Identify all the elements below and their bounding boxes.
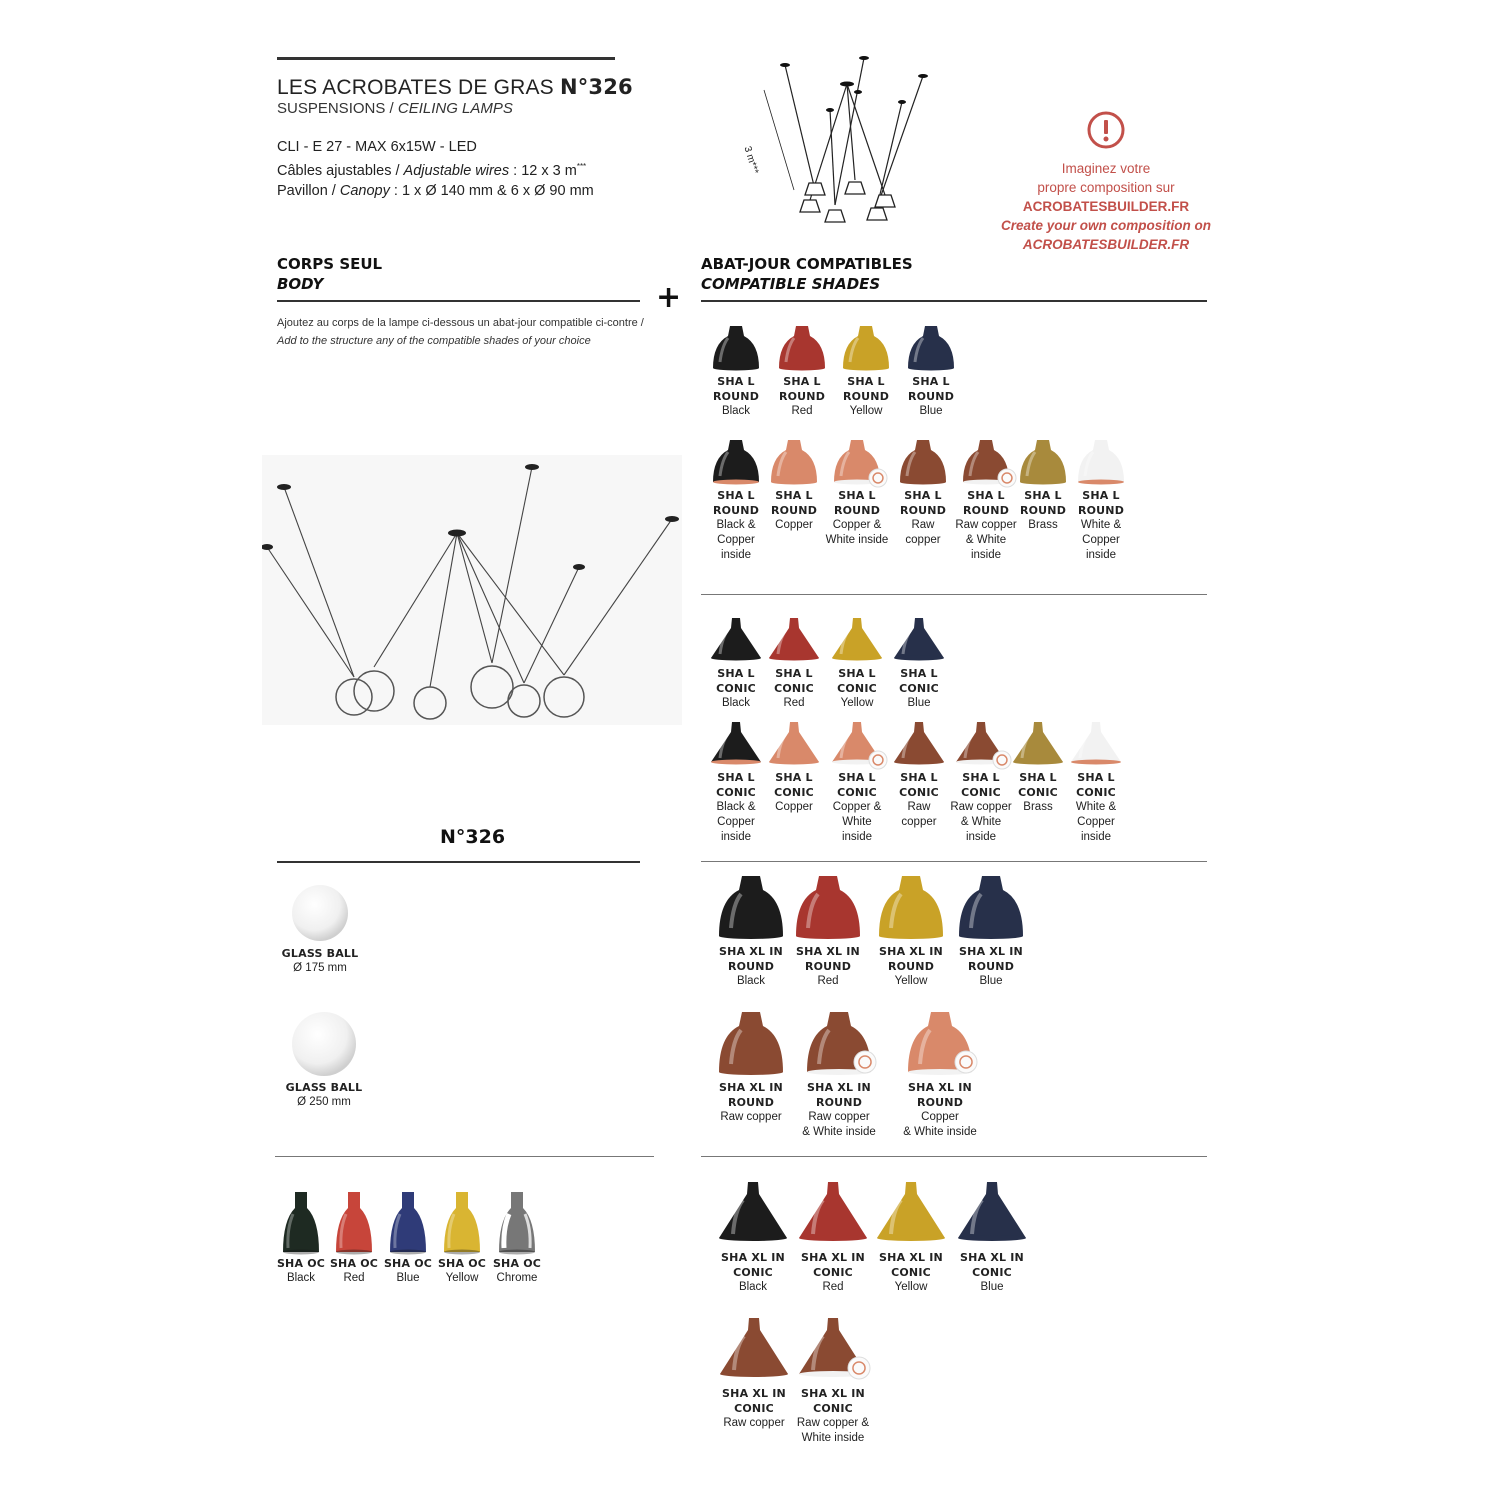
- shade-shape: CONIC: [1018, 786, 1058, 799]
- shade-name: SHA L: [717, 771, 755, 784]
- xl-conic-row1-shade-3[interactable]: [865, 1176, 957, 1295]
- shade-desc: Brass: [1028, 519, 1058, 531]
- promo-line-4: Create your own composition on: [1000, 218, 1211, 233]
- shade-name: SHA L: [717, 489, 755, 502]
- shade-icon: [951, 870, 1031, 944]
- shade-desc: Black: [286, 1272, 316, 1284]
- shade-shape: CONIC: [891, 1266, 931, 1279]
- body-heading-fr: CORPS SEUL: [277, 255, 383, 273]
- xl-round-row2-shade-1[interactable]: [705, 1006, 797, 1125]
- shade-desc: & White inside: [903, 1126, 977, 1138]
- shade-desc: Red: [791, 405, 813, 417]
- shade-icon: [711, 870, 791, 944]
- shade-icon: [799, 1006, 879, 1080]
- shade-desc: Yellow: [894, 975, 928, 987]
- spec3-val: : 1 x Ø 140 mm & 6 x Ø 90 mm: [389, 182, 594, 199]
- spec-block: [277, 137, 594, 201]
- shade-shape: ROUND: [712, 504, 760, 517]
- shade-name: SHA XL IN: [960, 1251, 1024, 1264]
- shade-icon: [332, 1188, 376, 1256]
- shade-desc: Copper: [717, 816, 755, 828]
- shade-shape: CONIC: [837, 682, 877, 695]
- shade-desc: White &: [1075, 801, 1117, 813]
- shade-name: SHA XL IN: [879, 945, 943, 958]
- shade-desc: Red: [783, 697, 805, 709]
- spec-line-2: [277, 157, 594, 181]
- shade-name: SHA XL IN: [719, 1081, 783, 1094]
- shade-name: SHA L: [1082, 489, 1120, 502]
- shade-desc: Black: [738, 1281, 768, 1293]
- glass-ball-label: [279, 1080, 369, 1110]
- shade-name: SHA XL IN: [801, 1387, 865, 1400]
- model-number-rule: [277, 861, 640, 863]
- shade-name: SHA L: [847, 375, 885, 388]
- shade-shape: CONIC: [899, 682, 939, 695]
- shade-desc: copper: [905, 534, 941, 546]
- inside-detail-icon: [854, 1051, 876, 1073]
- spec3-fr: Pavillon /: [277, 182, 340, 199]
- shade-desc: Black &: [716, 801, 756, 813]
- shade-name: SHA L: [967, 489, 1005, 502]
- shade-name: SHA XL IN: [721, 1251, 785, 1264]
- info-alert-icon: [1086, 110, 1126, 150]
- spec2-fr: Câbles ajustables /: [277, 162, 404, 179]
- shade-desc: inside: [1080, 831, 1112, 843]
- shade-name: SHA XL IN: [807, 1081, 871, 1094]
- diagram-dimension: 3 m***: [741, 145, 761, 176]
- shade-name: SHA XL IN: [796, 945, 860, 958]
- body-heading-rule: [277, 300, 640, 302]
- left-separator: [275, 1156, 654, 1157]
- oc-shade-2[interactable]: [326, 1188, 382, 1286]
- glass-ball-name: GLASS BALL: [281, 947, 359, 960]
- shade-icon: [440, 1188, 484, 1256]
- shade-desc: White inside: [801, 1432, 865, 1444]
- shade-label: [865, 944, 957, 989]
- shade-desc: Copper &: [832, 801, 882, 813]
- shade-shape: CONIC: [774, 786, 814, 799]
- xl-conic-row2-shade-2[interactable]: [787, 1312, 879, 1446]
- shade-desc: Copper: [1077, 816, 1115, 828]
- oc-shade-4[interactable]: [434, 1188, 490, 1286]
- spec2-sup: ***: [576, 162, 587, 171]
- shade-name: SHA OC: [329, 1257, 379, 1270]
- shade-desc: Copper: [775, 801, 813, 813]
- shade-icon: [793, 1312, 873, 1386]
- shade-desc: Raw copper: [955, 519, 1017, 531]
- shade-name: SHA L: [838, 771, 876, 784]
- shade-shape: CONIC: [716, 682, 756, 695]
- glass-ball-icon: [290, 1008, 358, 1080]
- page-title: [277, 75, 633, 100]
- shade-icon: [900, 1006, 980, 1080]
- shade-desc: inside: [1085, 549, 1117, 561]
- shade-name: SHA XL IN: [722, 1387, 786, 1400]
- shade-icon: [788, 870, 868, 944]
- spec3-en: Canopy: [339, 182, 390, 199]
- glass-ball-label: [275, 946, 365, 976]
- inside-detail-icon: [955, 1051, 977, 1073]
- intro-fr: Ajoutez au corps de la lampe ci-dessous un abat-jour compatible ci-contre /: [277, 317, 644, 329]
- shade-name: SHA L: [775, 489, 813, 502]
- shade-name: SHA L: [1024, 489, 1062, 502]
- glass-ball-175[interactable]: [275, 880, 365, 976]
- shade-shape: ROUND: [842, 390, 890, 403]
- glass-ball-size: Ø 250 mm: [297, 1096, 351, 1108]
- shade-icon: [793, 1176, 873, 1250]
- page-subtitle: [277, 100, 513, 117]
- shade-desc: inside: [720, 831, 752, 843]
- shade-shape: ROUND: [962, 504, 1010, 517]
- shade-icon: [711, 1006, 791, 1080]
- shade-name: SHA OC: [437, 1257, 487, 1270]
- shade-name: SHA L: [900, 771, 938, 784]
- separator-conic-xl: [701, 861, 1207, 862]
- shade-desc: Blue: [979, 975, 1003, 987]
- shades-heading-rule: [701, 300, 1207, 302]
- builder-promo: [995, 159, 1217, 254]
- xl-round-row1-shade-4[interactable]: [945, 870, 1037, 989]
- shade-icon: [713, 1176, 793, 1250]
- shade-desc: inside: [965, 831, 997, 843]
- shade-shape: ROUND: [887, 960, 935, 973]
- inside-detail-icon: [848, 1357, 870, 1379]
- shade-shape: ROUND: [1019, 504, 1067, 517]
- shade-shape: CONIC: [734, 1402, 774, 1415]
- shade-desc: Yellow: [445, 1272, 479, 1284]
- shade-name: SHA L: [900, 667, 938, 680]
- shade-desc: Black: [736, 975, 766, 987]
- shade-desc: Yellow: [849, 405, 883, 417]
- shade-shape: CONIC: [733, 1266, 773, 1279]
- shade-desc: inside: [970, 549, 1002, 561]
- round-row1-shade-4[interactable]: [885, 322, 977, 419]
- shade-desc: Raw copper: [723, 1417, 785, 1429]
- shade-name: SHA L: [962, 771, 1000, 784]
- shade-shape: ROUND: [907, 390, 955, 403]
- shade-label: [873, 666, 965, 711]
- shade-icon: [871, 870, 951, 944]
- shade-name: SHA L: [1019, 771, 1057, 784]
- shade-label: [894, 1080, 986, 1140]
- oc-shade-1[interactable]: [273, 1188, 329, 1286]
- xl-round-row1-shade-2[interactable]: [782, 870, 874, 989]
- spec2-val: : 12 x 3 m: [509, 162, 577, 179]
- xl-round-row1-shade-3[interactable]: [865, 870, 957, 989]
- shade-icon: [952, 1176, 1032, 1250]
- shade-desc: Copper &: [832, 519, 882, 531]
- shade-name: SHA L: [775, 667, 813, 680]
- shade-name: SHA XL IN: [908, 1081, 972, 1094]
- shades-heading: [701, 254, 913, 294]
- separator-xl-round-conic: [701, 1156, 1207, 1157]
- oc-shade-5[interactable]: [489, 1188, 545, 1286]
- conic-row1-shade-4[interactable]: [873, 614, 965, 711]
- shade-shape: CONIC: [774, 682, 814, 695]
- shade-desc: Black: [721, 405, 751, 417]
- plus-icon: +: [656, 280, 682, 315]
- promo-link-fr[interactable]: ACROBATESBUILDER.FR: [1022, 199, 1190, 214]
- shade-shape: CONIC: [1076, 786, 1116, 799]
- shade-shape: ROUND: [967, 960, 1015, 973]
- promo-line-1: Imaginez votre: [1061, 161, 1151, 176]
- shade-label: [885, 374, 977, 419]
- shade-desc: White: [842, 816, 872, 828]
- shade-desc: Blue: [396, 1272, 420, 1284]
- separator-round-conic: [701, 594, 1207, 595]
- shade-name: SHA L: [1077, 771, 1115, 784]
- shade-shape: CONIC: [813, 1266, 853, 1279]
- shade-label: [380, 1256, 436, 1286]
- shade-desc: & White inside: [802, 1126, 876, 1138]
- shade-name: SHA L: [775, 771, 813, 784]
- shade-desc: Red: [822, 1281, 844, 1293]
- shade-desc: Blue: [919, 405, 943, 417]
- title-top-rule: [277, 57, 615, 60]
- shade-label: [273, 1256, 329, 1286]
- shade-name: SHA OC: [383, 1257, 433, 1270]
- shade-desc: Copper: [775, 519, 813, 531]
- spec2-en: Adjustable wires: [403, 162, 510, 179]
- shade-desc: inside: [720, 549, 752, 561]
- product-image: [262, 455, 682, 725]
- shade-desc: Yellow: [894, 1281, 928, 1293]
- shade-desc: Raw copper &: [796, 1417, 870, 1429]
- shade-desc: Copper: [1082, 534, 1120, 546]
- shade-desc: White &: [1080, 519, 1122, 531]
- shade-label: [489, 1256, 545, 1286]
- shade-shape: ROUND: [1077, 504, 1125, 517]
- shade-icon: [279, 1188, 323, 1256]
- xl-round-row2-shade-3[interactable]: [894, 1006, 986, 1140]
- shade-icon: [714, 1312, 794, 1386]
- shade-label: [1055, 488, 1147, 563]
- oc-shade-3[interactable]: [380, 1188, 436, 1286]
- shade-desc: Chrome: [496, 1272, 538, 1284]
- shade-name: SHA L: [912, 375, 950, 388]
- shade-desc: Brass: [1023, 801, 1053, 813]
- shade-label: [705, 1080, 797, 1125]
- model-number: N°326: [440, 826, 506, 848]
- shade-shape: CONIC: [813, 1402, 853, 1415]
- promo-line-2: propre composition sur: [1037, 180, 1175, 195]
- shade-shape: CONIC: [837, 786, 877, 799]
- shade-label: [1050, 770, 1142, 845]
- shade-name: SHA OC: [276, 1257, 326, 1270]
- shade-label: [787, 1386, 879, 1446]
- shade-label: [434, 1256, 490, 1286]
- shade-desc: Red: [343, 1272, 365, 1284]
- shade-icon: [1070, 436, 1132, 488]
- shade-desc: Red: [817, 975, 839, 987]
- shade-shape: CONIC: [899, 786, 939, 799]
- shade-desc: copper: [901, 816, 937, 828]
- body-heading: [277, 254, 382, 294]
- page-title-number: N°326: [559, 75, 633, 99]
- shade-name: SHA OC: [492, 1257, 542, 1270]
- shade-name: SHA XL IN: [879, 1251, 943, 1264]
- shade-label: [793, 1080, 885, 1140]
- body-heading-en: BODY: [277, 275, 324, 293]
- shade-shape: CONIC: [716, 786, 756, 799]
- shade-desc: Yellow: [840, 697, 874, 709]
- shade-desc: Raw copper: [720, 1111, 782, 1123]
- shade-desc: White inside: [825, 534, 889, 546]
- shade-name: SHA L: [838, 489, 876, 502]
- shade-name: SHA L: [717, 667, 755, 680]
- shade-label: [326, 1256, 382, 1286]
- shade-desc: Black &: [716, 519, 756, 531]
- body-intro: [277, 314, 647, 350]
- xl-conic-row1-shade-4[interactable]: [946, 1176, 1038, 1295]
- shade-desc: Raw copper: [950, 801, 1012, 813]
- shade-desc: Blue: [907, 697, 931, 709]
- shade-label: [946, 1250, 1038, 1295]
- shades-heading-en: COMPATIBLE SHADES: [701, 275, 881, 293]
- intro-en: Add to the structure any of the compatible shades of your choice: [277, 335, 591, 347]
- shade-shape: ROUND: [804, 960, 852, 973]
- shade-shape: ROUND: [815, 1096, 863, 1109]
- shade-shape: ROUND: [778, 390, 826, 403]
- glass-ball-name: GLASS BALL: [285, 1081, 363, 1094]
- shades-heading-fr: ABAT-JOUR COMPATIBLES: [701, 255, 913, 273]
- shade-shape: ROUND: [712, 390, 760, 403]
- glass-ball-size: Ø 175 mm: [293, 962, 347, 974]
- shade-name: SHA XL IN: [719, 945, 783, 958]
- shade-name: SHA XL IN: [959, 945, 1023, 958]
- shade-shape: ROUND: [916, 1096, 964, 1109]
- shade-desc: & White: [960, 816, 1002, 828]
- xl-round-row2-shade-2[interactable]: [793, 1006, 885, 1140]
- shade-icon: [495, 1188, 539, 1256]
- shade-desc: Black: [721, 697, 751, 709]
- spec-line-3: [277, 181, 594, 201]
- shade-label: [707, 1250, 799, 1295]
- shade-label: [782, 944, 874, 989]
- shade-desc: Copper: [921, 1111, 959, 1123]
- round-row2-shade-7[interactable]: [1055, 436, 1147, 563]
- shade-shape: ROUND: [899, 504, 947, 517]
- shade-shape: CONIC: [972, 1266, 1012, 1279]
- shade-label: [865, 1250, 957, 1295]
- promo-link-en[interactable]: ACROBATESBUILDER.FR: [1022, 237, 1190, 252]
- shade-shape: ROUND: [770, 504, 818, 517]
- page-title-main: LES ACROBATES DE GRAS: [277, 76, 554, 99]
- shade-desc: Blue: [980, 1281, 1004, 1293]
- top-lamp-diagram: [740, 50, 960, 230]
- subtitle-fr: SUSPENSIONS /: [277, 100, 398, 117]
- shade-desc: & White: [965, 534, 1007, 546]
- shade-icon: [900, 322, 962, 374]
- shade-desc: Raw: [907, 801, 931, 813]
- shade-icon: [888, 614, 950, 666]
- shade-icon: [386, 1188, 430, 1256]
- glass-ball-icon: [290, 880, 350, 946]
- shade-name: SHA XL IN: [801, 1251, 865, 1264]
- spec-line-1: CLI - E 27 - MAX 6x15W - LED: [277, 139, 477, 155]
- shade-name: SHA L: [717, 375, 755, 388]
- shade-icon: [1065, 718, 1127, 770]
- shade-name: SHA L: [783, 375, 821, 388]
- shade-desc: inside: [841, 831, 873, 843]
- shade-shape: ROUND: [833, 504, 881, 517]
- xl-conic-row1-shade-1[interactable]: [707, 1176, 799, 1295]
- shade-name: SHA L: [838, 667, 876, 680]
- shade-shape: CONIC: [961, 786, 1001, 799]
- shade-desc: Raw copper: [808, 1111, 870, 1123]
- shade-label: [945, 944, 1037, 989]
- shade-name: SHA L: [904, 489, 942, 502]
- shade-shape: ROUND: [727, 960, 775, 973]
- shade-shape: ROUND: [727, 1096, 775, 1109]
- conic-row2-shade-7[interactable]: [1050, 718, 1142, 845]
- shade-desc: Copper: [717, 534, 755, 546]
- shade-desc: Raw: [911, 519, 935, 531]
- glass-ball-250[interactable]: [279, 1008, 369, 1110]
- shade-icon: [871, 1176, 951, 1250]
- subtitle-en: CEILING LAMPS: [397, 100, 513, 117]
